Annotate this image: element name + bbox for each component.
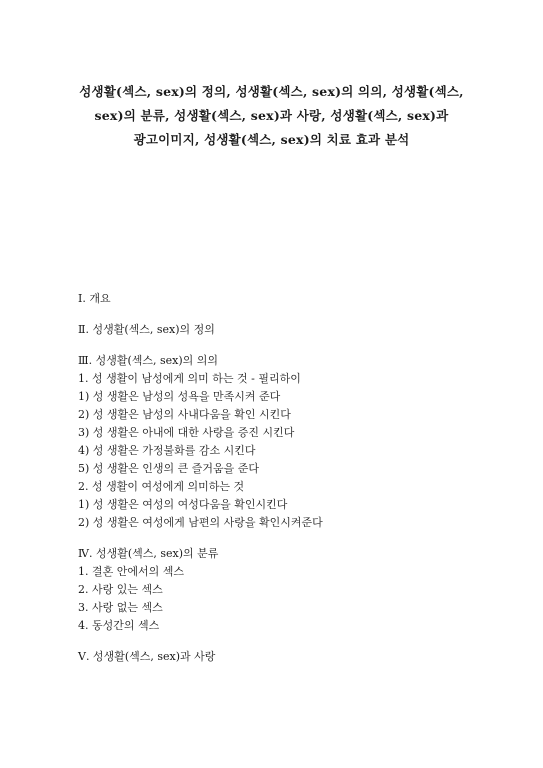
- toc-section-2: Ⅱ. 성생활(섹스, sex)의 정의: [78, 323, 215, 336]
- toc-item: 5) 성 생활은 인생의 큰 즐거움을 준다: [78, 462, 260, 475]
- toc-item: 2) 성 생활은 남성의 사내다움을 확인 시킨다: [78, 408, 291, 421]
- toc-item: 2) 성 생활은 여성에게 남편의 사랑을 확인시켜준다: [78, 516, 323, 529]
- toc-section-5: Ⅴ. 성생활(섹스, sex)과 사랑: [78, 650, 216, 663]
- toc-item: 3. 사랑 없는 섹스: [78, 601, 163, 614]
- document-title: [60, 80, 483, 152]
- title-line-1: 성생활(섹스, sex)의 정의, 성생활(섹스, sex)의 의의, 성생활(섹스,: [79, 84, 464, 99]
- title-line-3: 광고이미지, 성생활(섹스, sex)의 치료 효과 분석: [133, 132, 410, 147]
- toc-item: 4. 동성간의 섹스: [78, 619, 160, 632]
- toc-item: 1) 성 생활은 여성의 여성다움을 확인시킨다: [78, 498, 288, 511]
- toc-item: 2. 성 생활이 여성에게 의미하는 것: [78, 480, 245, 493]
- toc-section-3: Ⅲ. 성생활(섹스, sex)의 의의: [78, 354, 219, 367]
- table-of-contents: [78, 290, 498, 666]
- toc-item: 3) 성 생활은 아내에 대한 사랑을 증진 시킨다: [78, 426, 295, 439]
- toc-item: 1) 성 생활은 남성의 성욕을 만족시켜 준다: [78, 390, 281, 403]
- toc-section-4: Ⅳ. 성생활(섹스, sex)의 분류: [78, 547, 219, 560]
- toc-item: 1. 성 생활이 남성에게 의미 하는 것 - 필리하이: [78, 372, 301, 385]
- toc-item: 1. 결혼 안에서의 섹스: [78, 565, 184, 578]
- title-line-2: sex)의 분류, 성생활(섹스, sex)과 사랑, 성생활(섹스, sex)과: [94, 108, 449, 123]
- toc-item: 4) 성 생활은 가정불화를 감소 시킨다: [78, 444, 256, 457]
- toc-section-1: Ⅰ. 개요: [78, 292, 111, 305]
- toc-item: 2. 사랑 있는 섹스: [78, 583, 163, 596]
